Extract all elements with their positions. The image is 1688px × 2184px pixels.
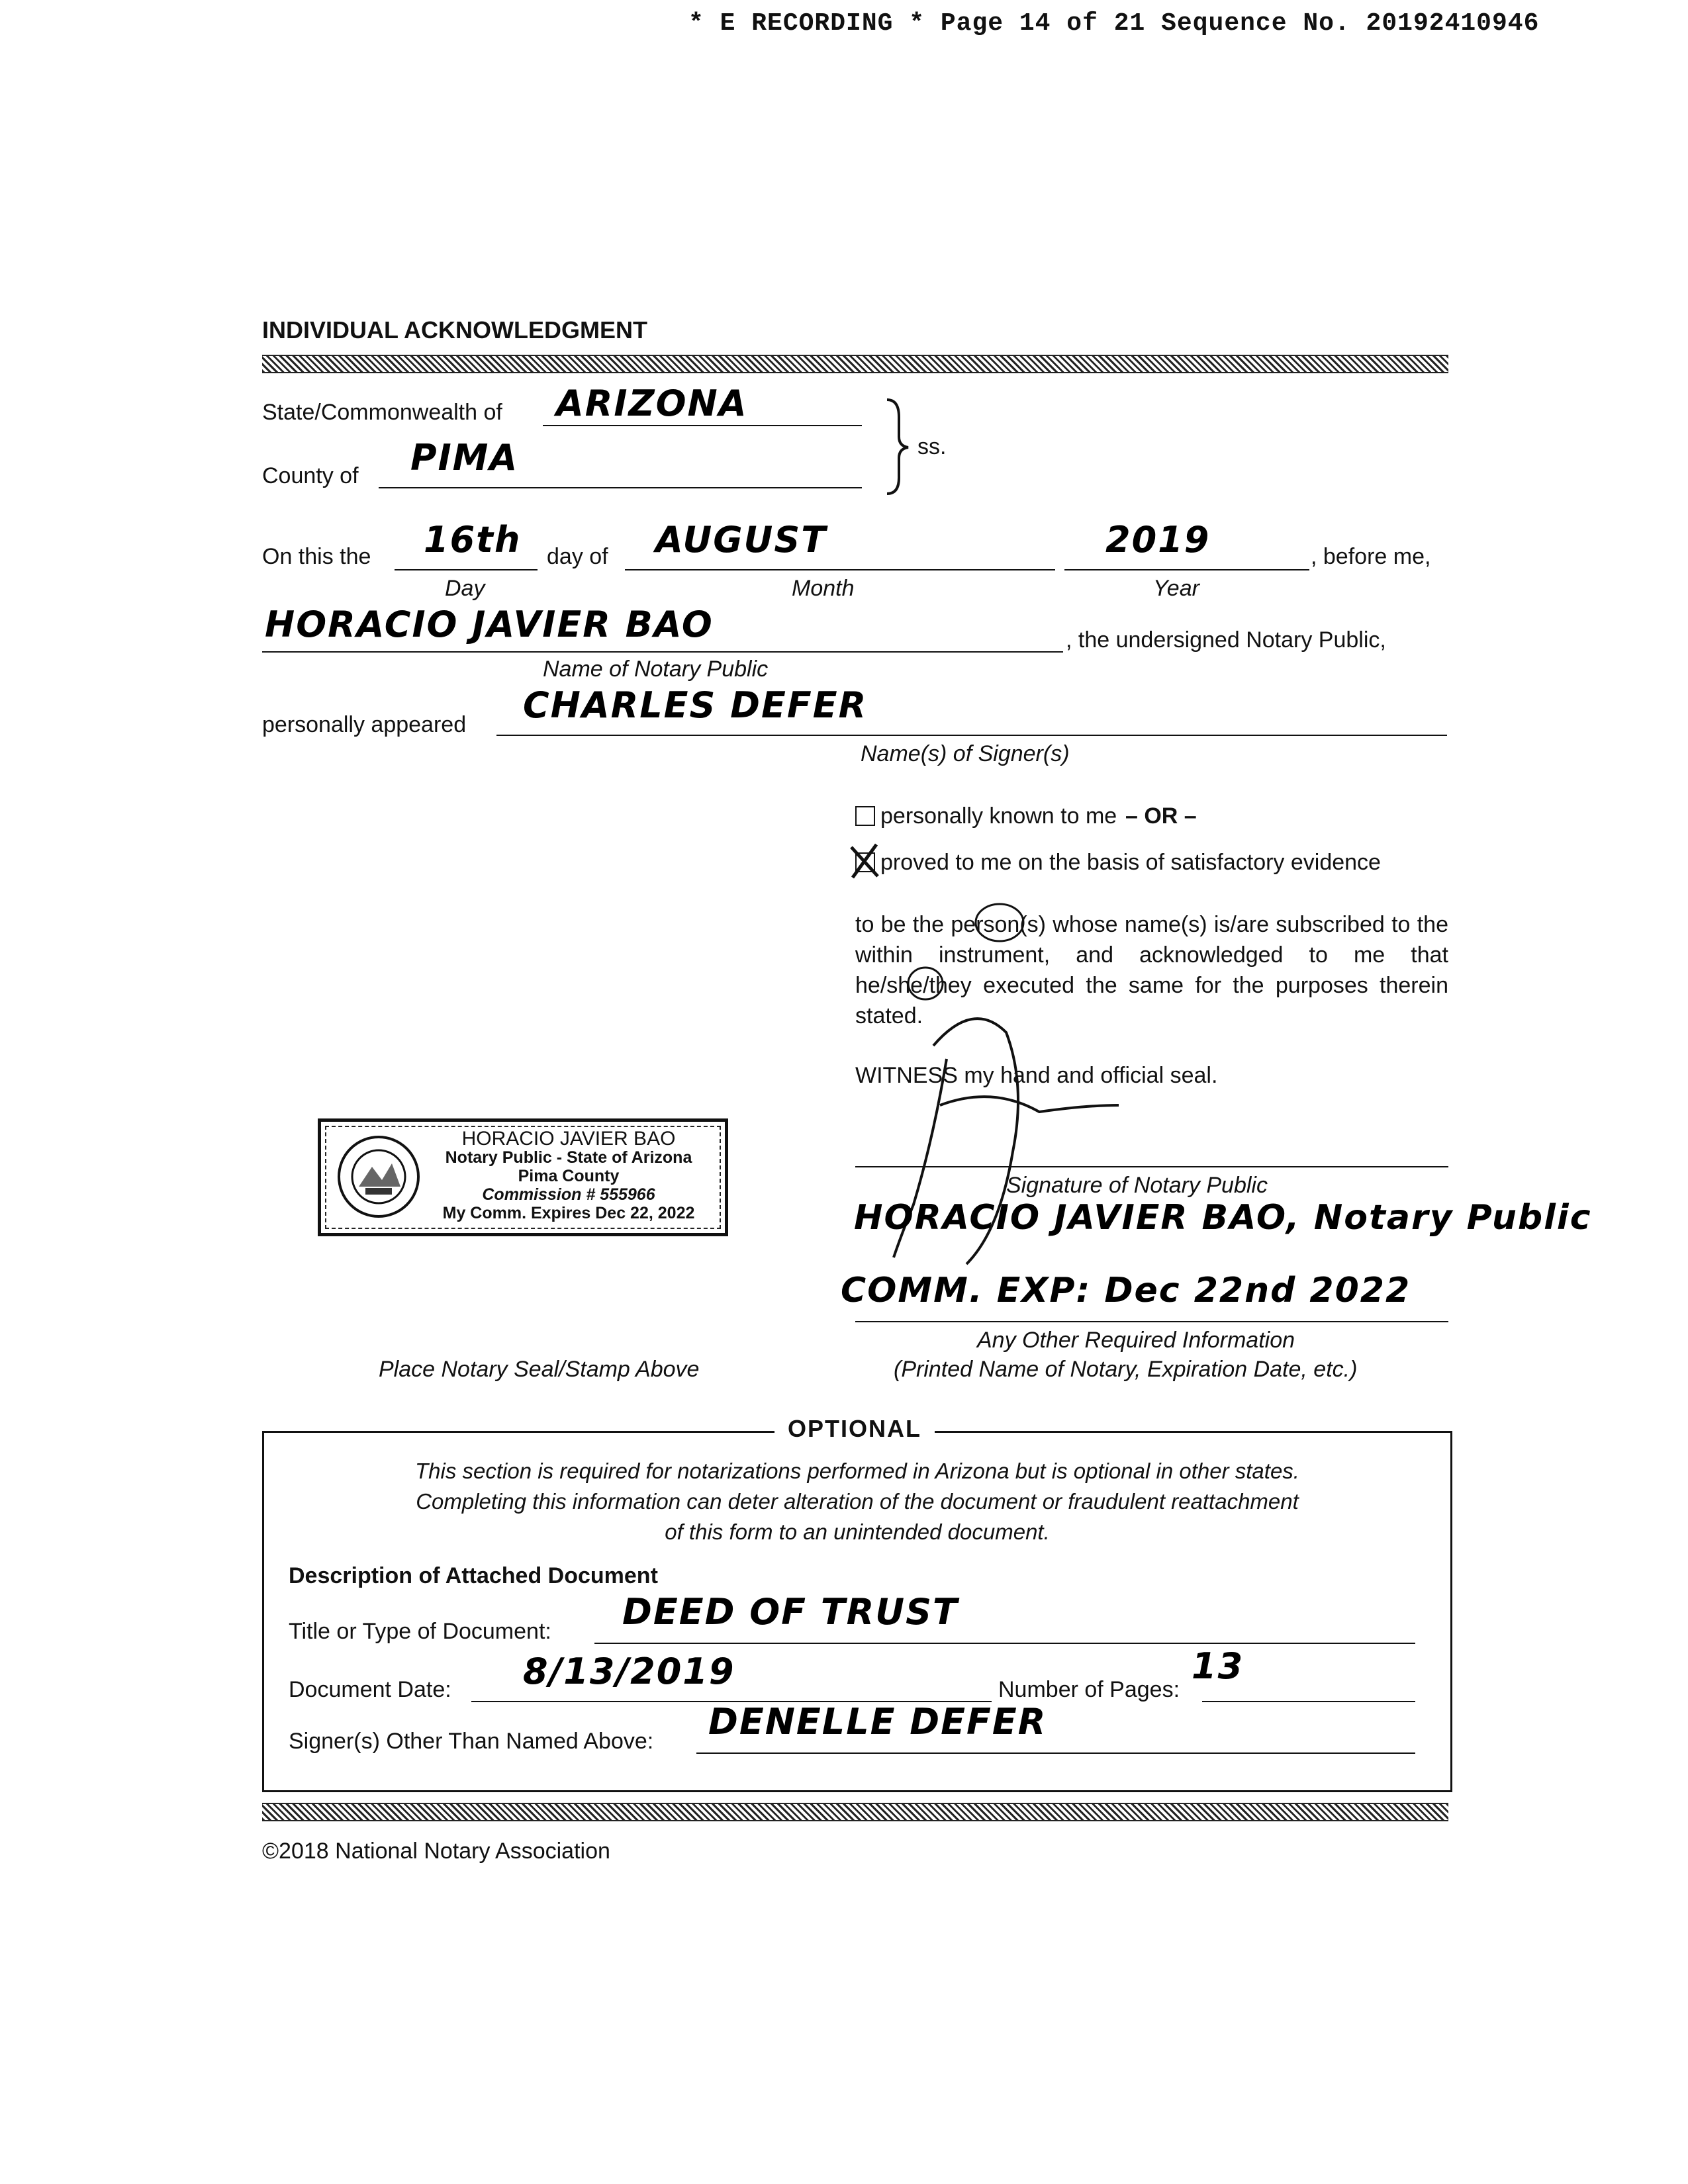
venue-brace-icon — [880, 397, 914, 496]
proved-evidence-label: proved to me on the basis of satisfactory evidence — [880, 850, 1381, 875]
on-this-the-label: On this the — [262, 544, 371, 569]
state-label: State/Commonwealth of — [262, 400, 502, 425]
notary-seal-stamp — [318, 1118, 728, 1236]
state-line — [543, 425, 862, 426]
pages-value: 13 — [1192, 1645, 1244, 1687]
optional-notice-line-2: Completing this information can deter alteration of the document or fraudulent reattachment — [416, 1489, 1299, 1514]
acknowledgment-statement: to be the person(s) whose name(s) is/are subscribed to the within instrument, and acknowledged to me that he/she/they executed the same for the purposes therein stated. — [855, 912, 1448, 1028]
day-line — [395, 569, 538, 570]
personally-appeared-label: personally appeared — [262, 712, 467, 737]
county-label: County of — [262, 463, 359, 488]
seal-notary-name: HORACIO JAVIER BAO — [461, 1128, 676, 1150]
recording-header: * E RECORDING * Page 14 of 21 Sequence No. 20192410946 — [688, 9, 1540, 38]
day-value: 16th — [424, 519, 522, 561]
personally-known-checkbox[interactable] — [855, 806, 875, 826]
copyright: ©2018 National Notary Association — [262, 1839, 610, 1864]
pronoun-circle-marks-icon — [900, 893, 1046, 1006]
arizona-state-seal-icon — [336, 1134, 422, 1220]
year-caption: Year — [1153, 576, 1199, 601]
optional-heading: OPTIONAL — [774, 1415, 935, 1443]
other-info-caption-detail: (Printed Name of Notary, Expiration Date, etc.) — [894, 1357, 1358, 1382]
doc-title-label: Title or Type of Document: — [289, 1619, 551, 1644]
year-line — [1064, 569, 1309, 570]
doc-title-line — [594, 1643, 1415, 1644]
year-value: 2019 — [1105, 519, 1211, 561]
pages-line — [1202, 1701, 1415, 1702]
month-line — [625, 569, 1055, 570]
notary-name-line — [262, 651, 1063, 653]
seal-notary-title: Notary Public - State of Arizona — [445, 1148, 692, 1167]
signature-caption: Signature of Notary Public — [1006, 1173, 1268, 1198]
ss-label: ss. — [917, 434, 947, 459]
or-label: – OR – — [1125, 803, 1197, 829]
doc-date-label: Document Date: — [289, 1677, 451, 1702]
signer-name-caption: Name(s) of Signer(s) — [861, 741, 1070, 766]
notary-name-value: HORACIO JAVIER BAO — [265, 604, 714, 645]
day-caption: Day — [445, 576, 485, 601]
doc-date-value: 8/13/2019 — [523, 1651, 735, 1692]
state-value: ARIZONA — [556, 383, 748, 424]
other-signers-value: DENELLE DEFER — [708, 1701, 1047, 1743]
document-title: INDIVIDUAL ACKNOWLEDGMENT — [262, 316, 647, 343]
before-me-label: , before me, — [1311, 544, 1431, 569]
description-heading: Description of Attached Document — [289, 1563, 658, 1588]
day-of-label: day of — [547, 544, 608, 569]
other-info-caption: Any Other Required Information — [977, 1328, 1295, 1353]
signer-name-value: CHARLES DEFER — [523, 684, 868, 726]
signature-line — [855, 1166, 1448, 1167]
seal-caption: Place Notary Seal/Stamp Above — [379, 1357, 700, 1382]
optional-notice-line-3: of this form to an unintended document. — [665, 1520, 1050, 1544]
notary-name-caption: Name of Notary Public — [543, 657, 769, 682]
other-signers-label: Signer(s) Other Than Named Above: — [289, 1729, 654, 1754]
seal-expiration: My Comm. Expires Dec 22, 2022 — [442, 1204, 695, 1222]
top-hatch-divider — [262, 355, 1448, 373]
county-line — [379, 487, 862, 488]
month-caption: Month — [792, 576, 855, 601]
bottom-hatch-divider — [262, 1803, 1448, 1821]
seal-commission-number: Commission # 555966 — [482, 1185, 655, 1204]
commission-expiration-value: COMM. EXP: Dec 22nd 2022 — [841, 1271, 1411, 1310]
seal-county: Pima County — [518, 1167, 620, 1185]
pages-label: Number of Pages: — [998, 1677, 1180, 1702]
month-value: AUGUST — [655, 519, 827, 561]
county-value: PIMA — [410, 437, 519, 478]
undersigned-label: , the undersigned Notary Public, — [1066, 627, 1386, 653]
signer-name-line — [496, 735, 1447, 736]
other-signers-line — [696, 1752, 1415, 1754]
other-info-line — [855, 1321, 1448, 1322]
personally-known-label: personally known to me — [880, 803, 1117, 829]
notary-printed-name: HORACIO JAVIER BAO, Notary Public — [854, 1198, 1592, 1238]
optional-notice-line-1: This section is required for notarizations performed in Arizona but is optional in other states. — [415, 1459, 1299, 1483]
doc-title-value: DEED OF TRUST — [622, 1591, 959, 1633]
witness-label: WITNESS my hand and official seal. — [855, 1063, 1218, 1088]
checkmark-x-icon — [846, 841, 883, 880]
